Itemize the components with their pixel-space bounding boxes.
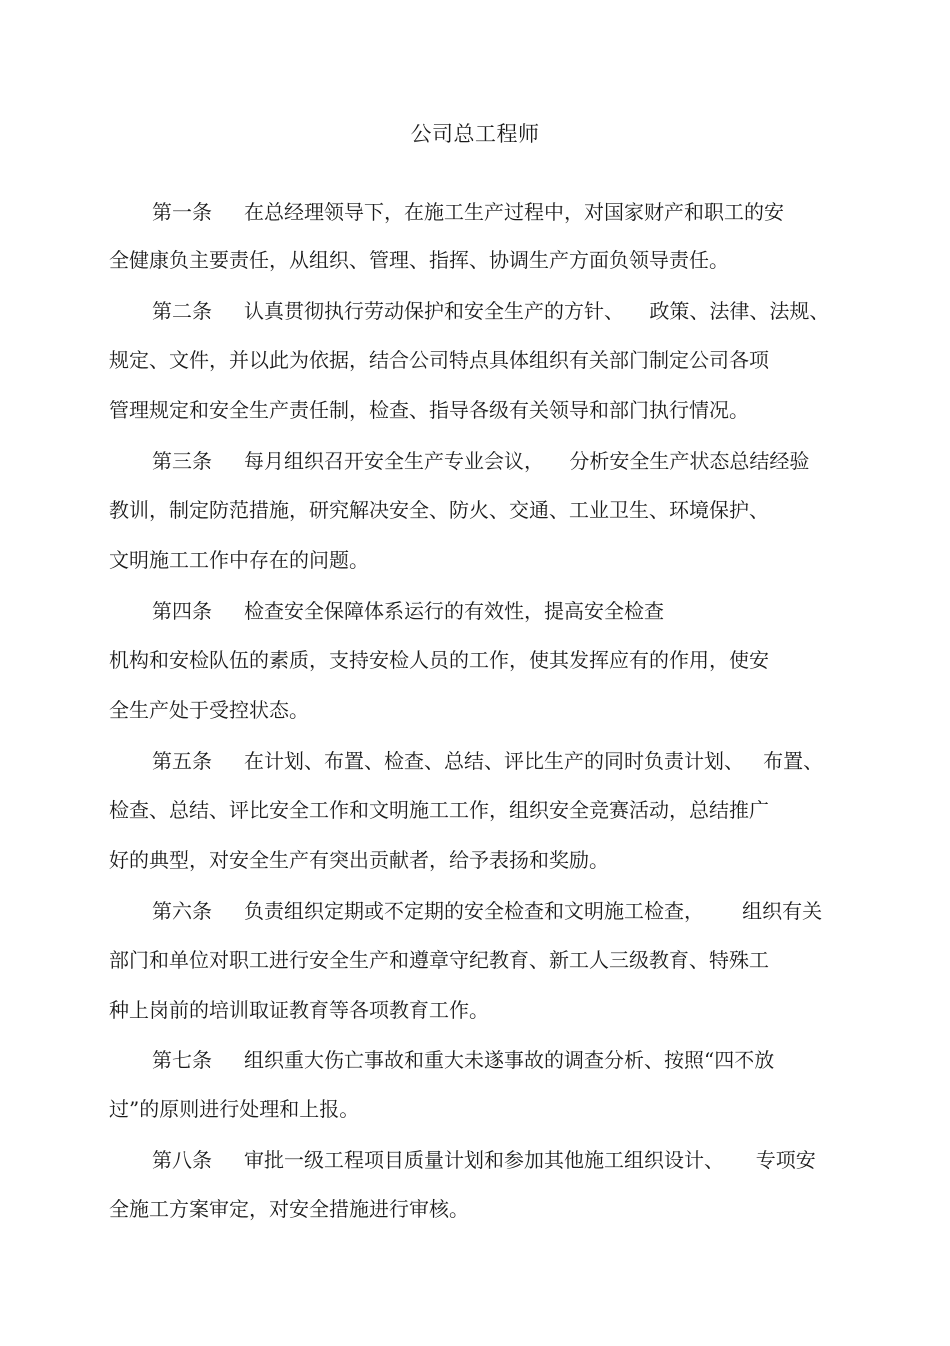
article-8-first-line bbox=[152, 1146, 816, 1174]
article-5-line-3: 好的典型，对安全生产有突出贡献者，给予表扬和奖励。 bbox=[109, 848, 609, 872]
article-1-first-line bbox=[152, 198, 784, 226]
article-4-line-2: 机构和安检队伍的素质，支持安检人员的工作，使其发挥应有的作用，使安 bbox=[109, 648, 769, 672]
article-4-label: 第四条 bbox=[152, 599, 212, 623]
article-8-label: 第八条 bbox=[152, 1148, 212, 1172]
article-5-label: 第五条 bbox=[152, 749, 212, 773]
article-7-line-2: 过”的原则进行处理和上报。 bbox=[109, 1097, 360, 1121]
article-4-line-1: 检查安全保障体系运行的有效性，提高安全检查 bbox=[244, 599, 664, 623]
article-7-label: 第七条 bbox=[152, 1048, 212, 1072]
article-3-first-line bbox=[152, 447, 809, 475]
article-2-line-2: 规定、文件，并以此为依据，结合公司特点具体组织有关部门制定公司各项 bbox=[109, 348, 769, 372]
article-1-line-1: 在总经理领导下，在施工生产过程中，对国家财产和职工的安 bbox=[244, 200, 784, 224]
article-7-line-1: 组织重大伤亡事故和重大未遂事故的调查分析、按照“四不放 bbox=[244, 1048, 775, 1072]
article-3-line-2: 教训，制定防范措施，研究解决安全、防火、交通、工业卫生、环境保护、 bbox=[109, 498, 769, 522]
article-5-line-2: 检查、总结、评比安全工作和文明施工工作，组织安全竞赛活动，总结推广 bbox=[109, 798, 769, 822]
article-5-line-1: 在计划、布置、检查、总结、评比生产的同时负责计划、 布置、 bbox=[244, 749, 824, 773]
article-5-first-line bbox=[152, 747, 823, 775]
article-3-line-1: 每月组织召开安全生产专业会议， 分析安全生产状态总结经验 bbox=[244, 449, 810, 473]
article-6-line-3: 种上岗前的培训取证教育等各项教育工作。 bbox=[109, 998, 489, 1022]
article-6-first-line bbox=[152, 897, 822, 925]
article-1-line-2: 全健康负主要责任，从组织、管理、指挥、协调生产方面负领导责任。 bbox=[109, 248, 729, 272]
article-8-line-2: 全施工方案审定，对安全措施进行审核。 bbox=[109, 1197, 469, 1221]
article-1-label: 第一条 bbox=[152, 200, 212, 224]
article-2-line-1: 认真贯彻执行劳动保护和安全生产的方针、 政策、法律、法规、 bbox=[244, 299, 830, 323]
article-3-label: 第三条 bbox=[152, 449, 212, 473]
article-8-line-1: 审批一级工程项目质量计划和参加其他施工组织设计、 专项安 bbox=[244, 1148, 816, 1172]
article-2-first-line bbox=[152, 297, 829, 325]
article-6-line-1: 负责组织定期或不定期的安全检查和文明施工检查， 组织有关 bbox=[244, 899, 823, 923]
article-4-line-3: 全生产处于受控状态。 bbox=[109, 698, 309, 722]
article-2-label: 第二条 bbox=[152, 299, 212, 323]
article-4-first-line bbox=[152, 597, 664, 625]
article-6-line-2: 部门和单位对职工进行安全生产和遵章守纪教育、新工人三级教育、特殊工 bbox=[109, 948, 769, 972]
article-2-line-3: 管理规定和安全生产责任制，检查、指导各级有关领导和部门执行情况。 bbox=[109, 398, 749, 422]
article-7-first-line bbox=[152, 1046, 774, 1074]
page-title: 公司总工程师 bbox=[410, 122, 540, 146]
article-6-label: 第六条 bbox=[152, 899, 212, 923]
article-3-line-3: 文明施工工作中存在的问题。 bbox=[109, 548, 369, 572]
